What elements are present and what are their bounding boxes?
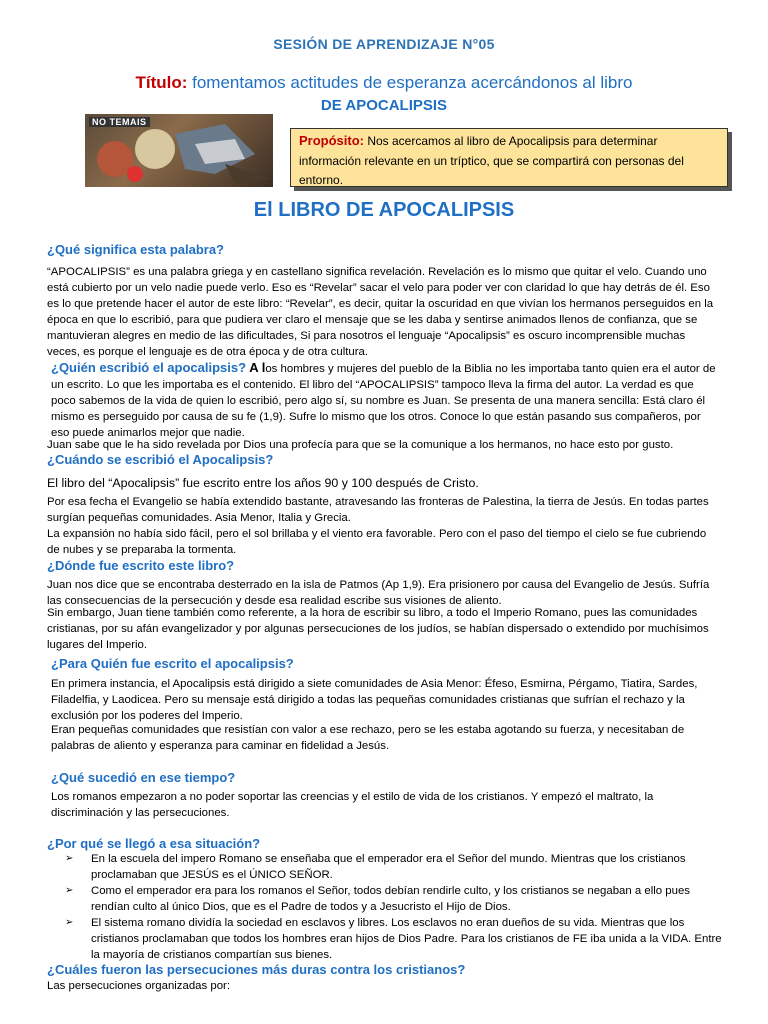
question-heading: ¿Quién escribió el apocalipsis? <box>51 360 247 375</box>
paragraph: La expansión no había sido fácil, pero el sol brillaba y el viento era favorable. Pero con el paso del tiempo el cielo se fue cubriendo de nubes y se preparaba la tormenta. <box>47 528 707 556</box>
title-text: fomentamos actitudes de esperanza acercándonos al libro <box>187 73 633 92</box>
paragraph: Juan nos dice que se encontraba desterrado en la isla de Patmos (Ap 1,9). Era prisionero por causa del Evangelio de Jesús. Sufría las consecuencias de la persecución y desde esa realidad escribe sus visiones de aliento. <box>47 579 710 607</box>
arrow-bullet-icon: ➢ <box>65 853 74 864</box>
arrow-bullet-icon: ➢ <box>65 917 74 928</box>
arrow-bullet-icon: ➢ <box>65 885 74 896</box>
apocalypse-illustration <box>85 114 273 187</box>
list-item-text: En la escuela del impero Romano se enseñaba que el emperador era el Señor del mundo. Mientras que los cristianos proclamaban que JESÚS es el ÚNICO SEÑOR. <box>91 853 686 881</box>
paragraph: Por esa fecha el Evangelio se había extendido bastante, atravesando las fronteras de Palestina, la tierra de Jesús. En todas partes surgían pequeñas comunidades. Asia Menor, Italia y Grecia. <box>47 496 709 524</box>
paragraph: Los romanos empezaron a no poder soportar las creencias y el estilo de vida de los cristianos. Y empezó el maltrato, la discriminación y las persecuciones. <box>51 791 654 819</box>
paragraph: El libro del “Apocalipsis” fue escrito entre los años 90 y 100 después de Cristo. <box>47 476 479 490</box>
banner-caption: NO TEMAIS <box>89 117 150 127</box>
paragraph: “APOCALIPSIS” es una palabra griega y en castellano significa revelación. Revelación es lo mismo que quitar el velo. Cuando uno está cubierto por un velo nadie puede verlo. Eso es “Revelar” sacar el velo para poder ver con claridad lo que hay detrás de él. Eso es lo que pretende hacer el autor de este libro: “Revelar”, es decir, quitar la oscuridad en que vivían los hermanos perseguidos en la época en que lo escribió, para que pudiera ver claro el mensaje que se les daba y sentirse animados llenos de confianza, que se mantuvieran alegres en medio de las dificultades, Si para nosotros el lenguaje “Apocalipsis” es oscuro incomprensible muchas veces, es porque el lenguaje es de otra época y de otra cultura. <box>47 266 714 358</box>
paragraph-text: os hombres y mujeres del pueblo de la Biblia no les importaba tanto quien era el autor de un escrito. Lo que les importaba es el contenido. El libro del “APOCALIPSIS” tampoco lleva la firma del autor. La verdad es que poco sabemos de la vida de quien lo escribió, pero algo sí, su nombre es Juan. Se presenta de una manera sencilla: Está claro él mismo es perseguido por causa de su fe (1,9). Sufre lo mismo que los otros. Conoce lo que están pasando sus compañeros, por eso puede animarlos mejor que nadie. <box>51 363 716 439</box>
list-item-text: Como el emperador era para los romanos el Señor, todos debían rendirle culto, y los cristianos se negaban a ello pues rendían culto al único Dios, que es el Padre de todos y a Jesucristo el Hijo de Dios. <box>91 885 690 913</box>
paragraph: Las persecuciones organizadas por: <box>47 980 230 992</box>
question-heading: ¿Qué sucedió en ese tiempo? <box>51 770 236 785</box>
question-heading: ¿Para Quién fue escrito el apocalipsis? <box>51 656 294 671</box>
purpose-label: Propósito: <box>299 133 364 148</box>
paragraph: En primera instancia, el Apocalipsis está dirigido a siete comunidades de Asia Menor: Éfeso, Esmirna, Pérgamo, Tiatira, Sardes, Filadelfia, y Laodicea. Pero su mensaje está dirigido a todas las pequeñas comunidades cristianas que sufrían el rechazo y la exclusión por los poderes del Imperio. <box>51 678 698 722</box>
purpose-text: Nos acercamos al libro de Apocalipsis para determinar información relevante en un tríptico, que se compartirá con personas del entorno. <box>299 134 684 187</box>
question-heading: ¿Dónde fue escrito este libro? <box>47 558 235 573</box>
list-item-text: El sistema romano dividía la sociedad en esclavos y libres. Los esclavos no eran dueños de su vida. Mientras que los cristianos proclamaban que todos los hombres eran hijos de Dios Padre. Para los cristianos de FE iba unida a la VIDA. Entre la mayoría de cristianos compartían sus bienes. <box>91 917 722 961</box>
question-heading: ¿Qué significa esta palabra? <box>47 242 224 257</box>
paragraph: Juan sabe que le ha sido revelada por Dios una profecía para que se la comunique a los hermanos, no hace esto por gusto. <box>47 439 674 451</box>
paragraph: Sin embargo, Juan tiene también como referente, a la hora de escribir su libro, a todo el Imperio Romano, pues las comunidades cristianas, por su afán evangelizador y por algunas persecuciones de los judíos, se habían dispersado o extendido por muchísimos lugares del Imperio. <box>47 607 709 651</box>
list-item <box>65 915 725 963</box>
lead-text: A l <box>246 360 266 375</box>
title-label: Título: <box>135 73 188 92</box>
question-heading: ¿Por qué se llegó a esa situación? <box>47 836 261 851</box>
question-heading: ¿Cuándo se escribió el Apocalipsis? <box>47 452 274 467</box>
main-title: El LIBRO DE APOCALIPSIS <box>253 199 515 221</box>
session-heading: SESIÓN DE APRENDIZAJE N°05 <box>273 36 495 52</box>
paragraph-author <box>51 360 719 441</box>
purpose-box <box>290 128 728 187</box>
question-heading: ¿Cuáles fueron las persecuciones más duras contra los cristianos? <box>47 962 466 977</box>
list-item <box>65 883 725 915</box>
list-item <box>65 851 725 883</box>
paragraph: Eran pequeñas comunidades que resistían con valor a ese rechazo, pero se les estaba agotando su fuerza, y necesitaban de palabras de aliento y esperanza para caminar en fidelidad a Jesús. <box>51 724 685 752</box>
lesson-title-line2: DE APOCALIPSIS <box>320 97 448 114</box>
lesson-title <box>0 73 768 93</box>
